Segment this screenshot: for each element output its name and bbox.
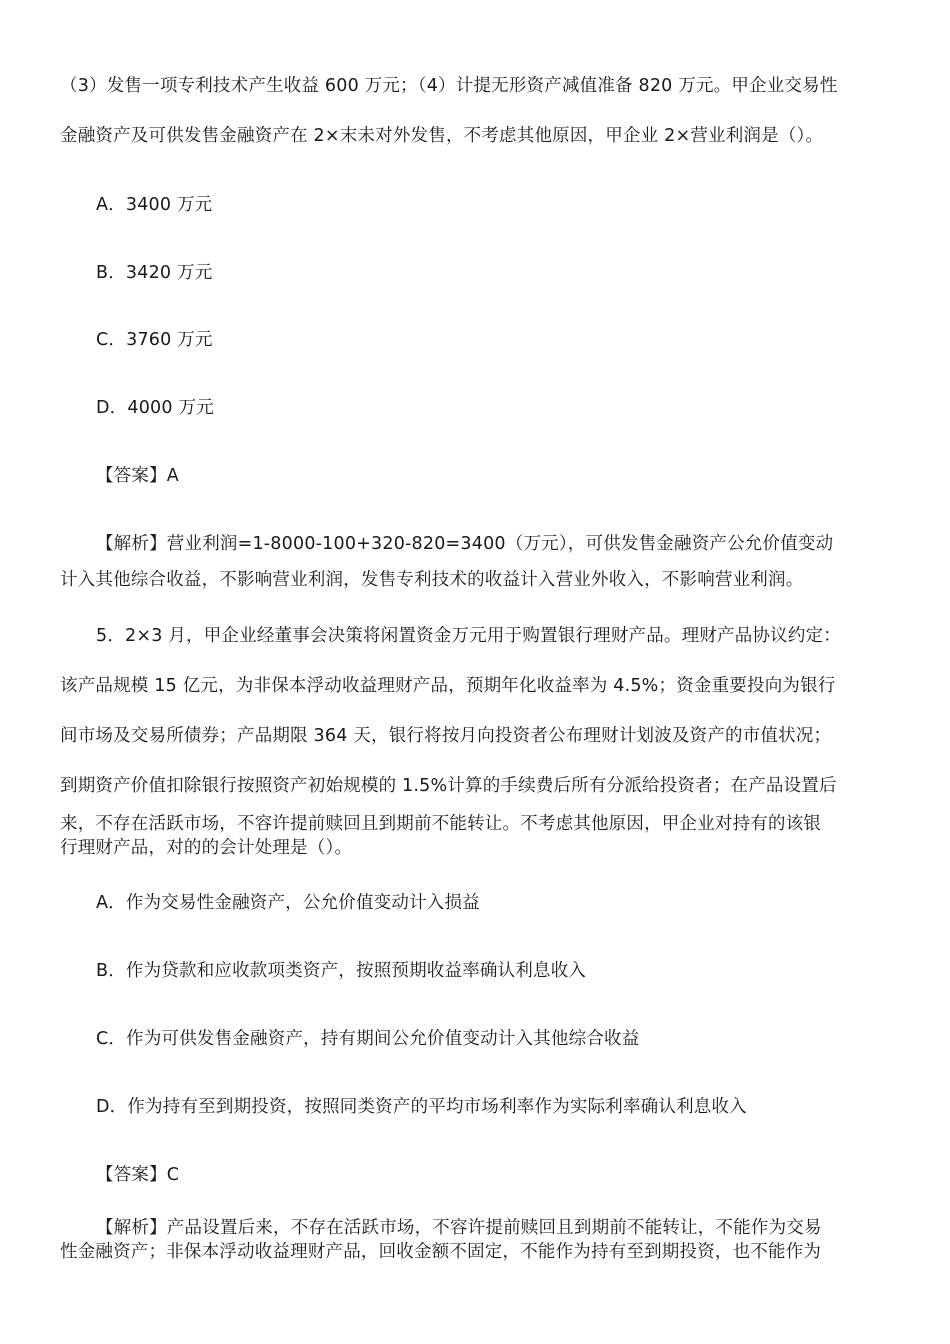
q5-analysis-line-1: 【解析】产品设置后来，不存在活跃市场，不容许提前赎回且到期前不能转让，不能作为交易 [96, 1218, 822, 1238]
q4-analysis-line-1: 【解析】营业利润=1-8000-100+320-820=3400（万元），可供发售金融资产公允价值变动 [96, 534, 834, 554]
q5-answer: 【答案】C [96, 1165, 180, 1185]
q5-option-b: B．作为贷款和应收款项类资产，按照预期收益率确认利息收入 [96, 961, 587, 981]
q5-option-a: A．作为交易性金融资产，公允价值变动计入损益 [96, 893, 480, 913]
q5-option-c: C．作为可供发售金融资产，持有期间公允价值变动计入其他综合收益 [96, 1029, 640, 1049]
q4-answer: 【答案】A [96, 466, 179, 486]
q5-analysis-line-2: 性金融资产；非保本浮动收益理财产品，回收金额不固定，不能作为持有至到期投资，也不能作为 [60, 1242, 822, 1262]
q4-analysis-line-2: 计入其他综合收益，不影响营业利润，发售专利技术的收益计入营业外收入，不影响营业利润。 [60, 570, 804, 590]
q5-option-d: D．作为持有至到期投资，按照同类资产的平均市场利率作为实际利率确认利息收入 [96, 1097, 747, 1117]
q5-stem-line-2: 该产品规模 15 亿元，为非保本浮动收益理财产品，预期年化收益率为 4.5%；资金重要投向为银行 [60, 676, 836, 696]
q4-option-c: C．3760 万元 [96, 330, 213, 350]
q4-option-d: D．4000 万元 [96, 398, 214, 418]
q5-stem-line-6: 行理财产品，对的的会计处理是（）。 [60, 838, 353, 858]
q4-option-a: A．3400 万元 [96, 195, 213, 215]
q4-option-b: B．3420 万元 [96, 263, 213, 283]
q5-stem-line-1: 5．2×3 月，甲企业经董事会决策将闲置资金万元用于购置银行理财产品。理财产品协议约定： [96, 626, 841, 646]
q4-stem-line-1: （3）发售一项专利技术产生收益 600 万元；（4）计提无形资产减值准备 820 万元。甲企业交易性 [60, 76, 838, 96]
q5-stem-line-3: 间市场及交易所债券；产品期限 364 天，银行将按月向投资者公布理财计划波及资产的市值状况； [60, 726, 832, 746]
q5-stem-line-5: 来，不存在活跃市场，不容许提前赎回且到期前不能转让。不考虑其他原因，甲企业对持有的该银 [60, 814, 822, 834]
q4-stem-line-2: 金融资产及可供发售金融资产在 2×末未对外发售，不考虑其他原因，甲企业 2×营业利润是（）。 [60, 126, 824, 146]
q5-stem-line-4: 到期资产价值扣除银行按照资产初始规模的 1.5%计算的手续费后所有分派给投资者；在产品设置后 [60, 776, 837, 796]
